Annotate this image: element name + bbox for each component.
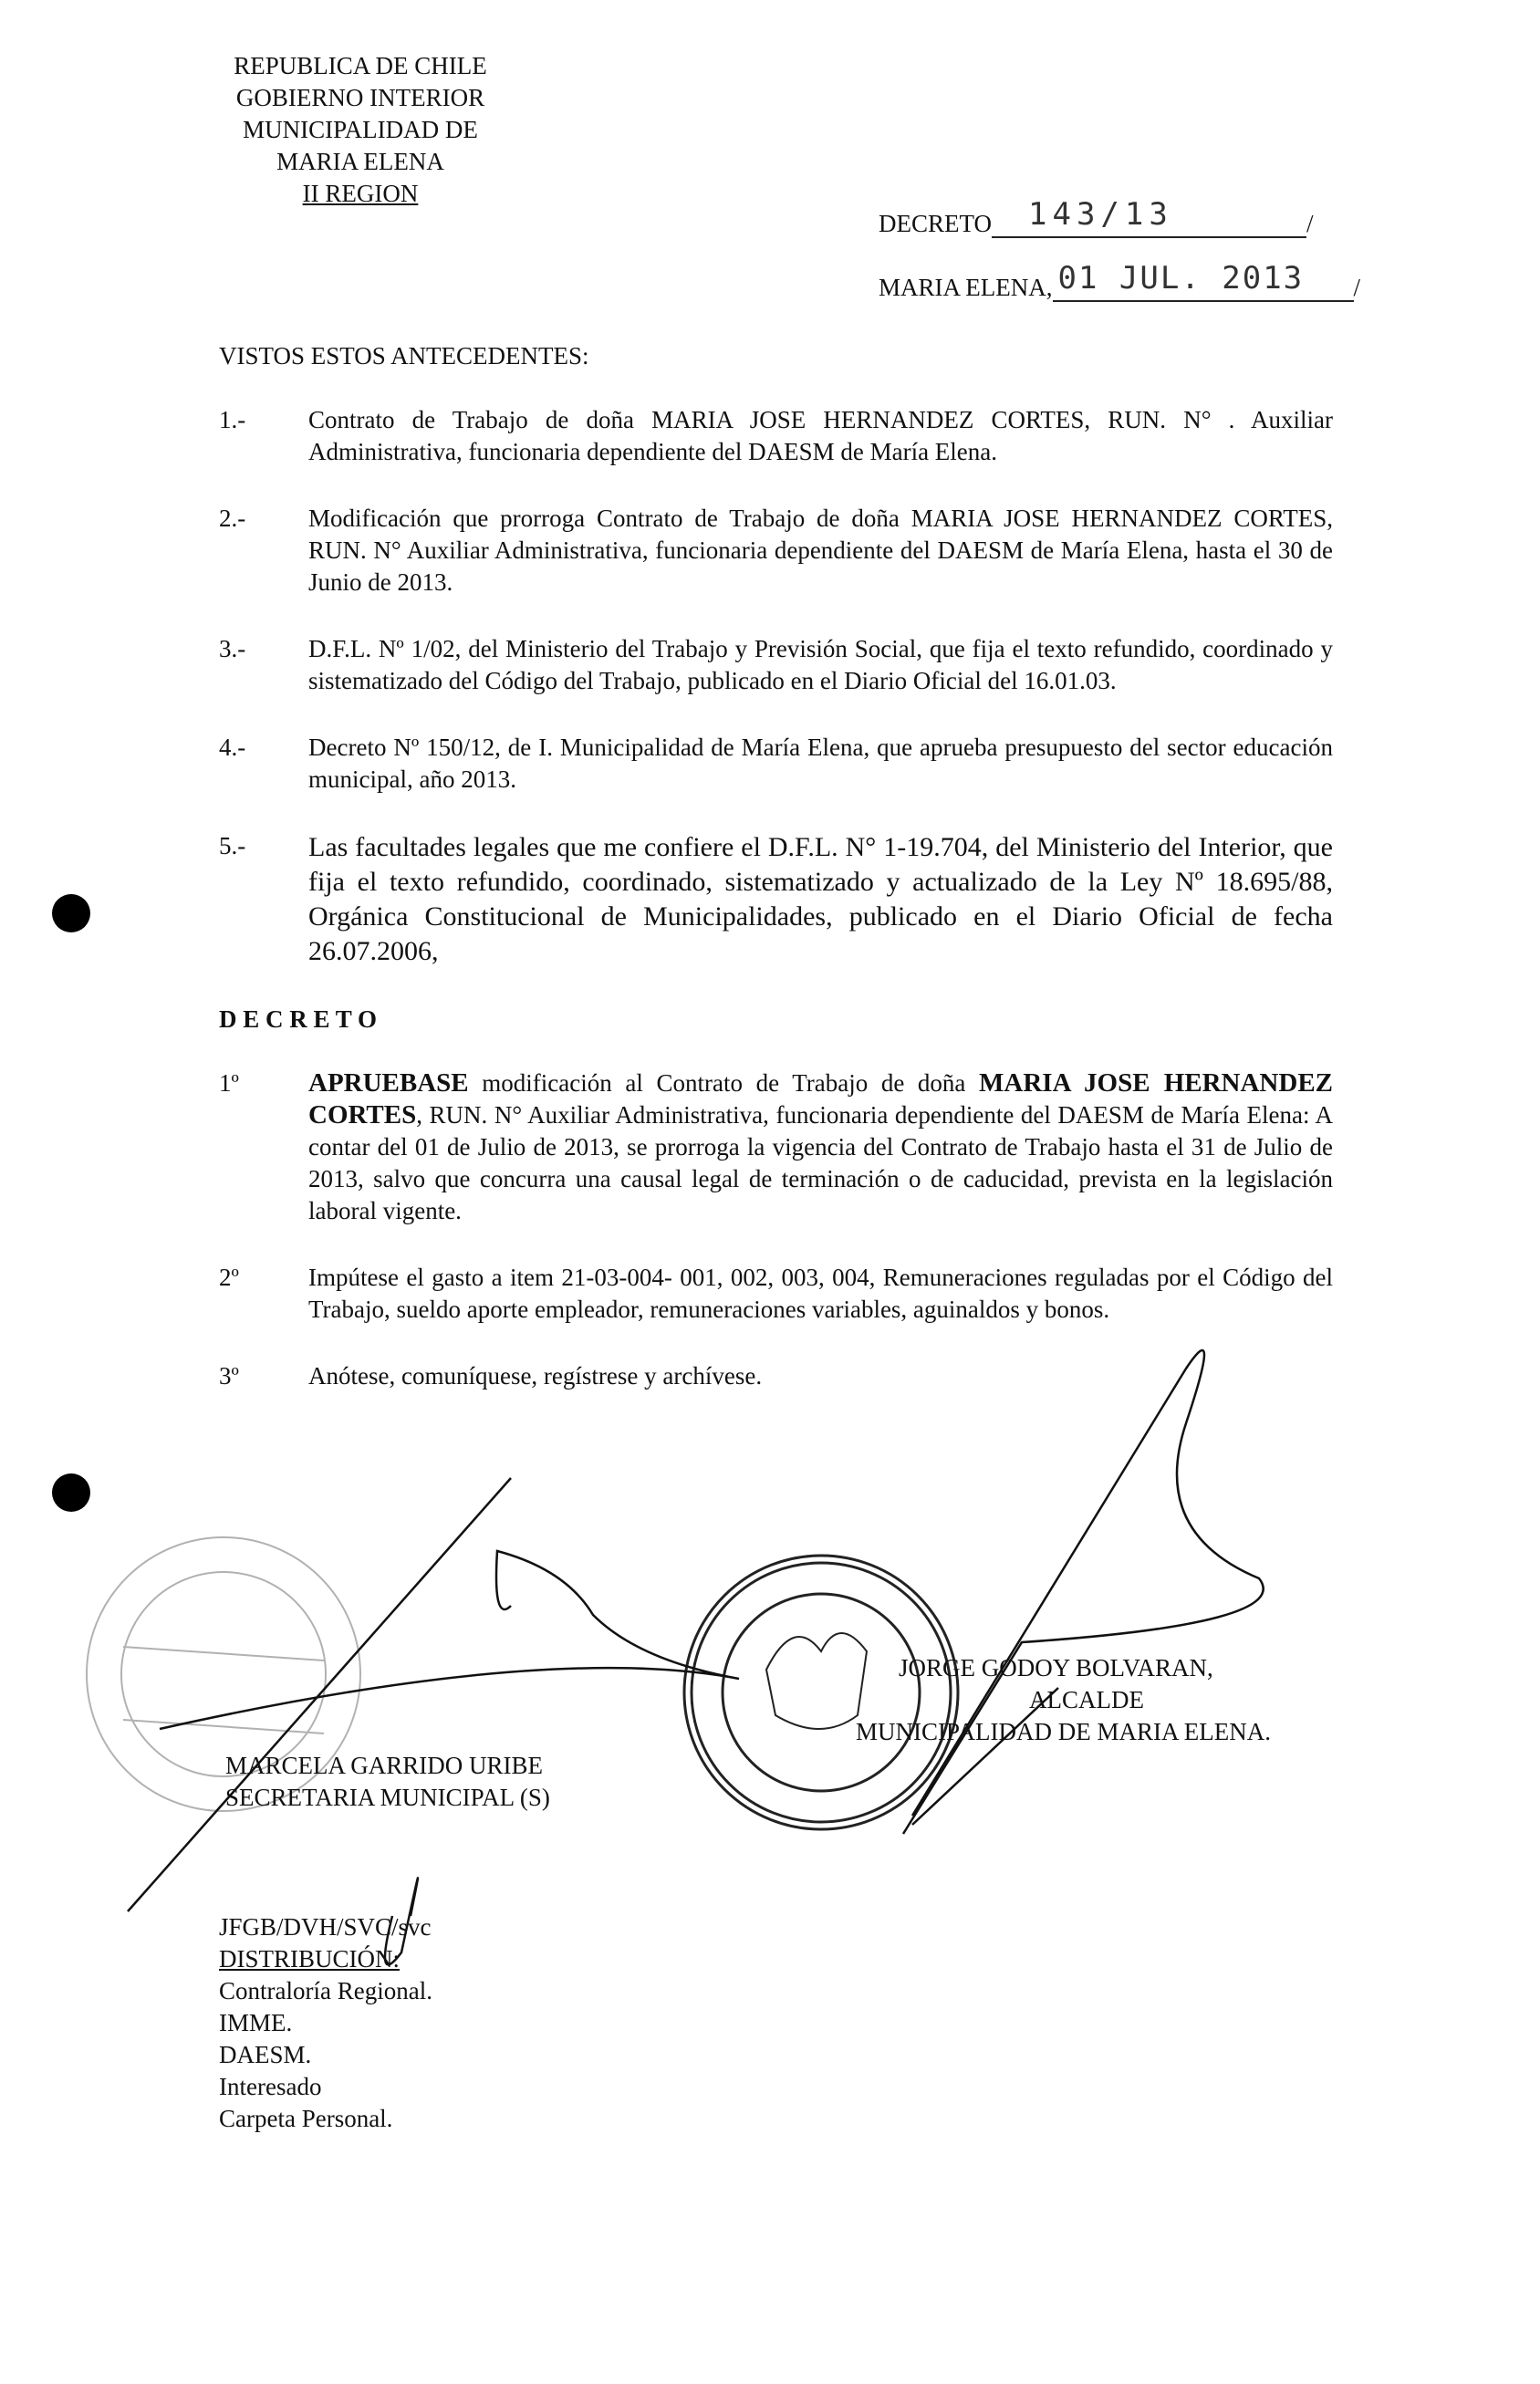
item-number: 1º [219, 1069, 239, 1097]
slash: / [1306, 210, 1314, 237]
vistos-item: Contrato de Trabajo de doña MARIA JOSE HERNANDEZ CORTES, RUN. N° . Auxiliar Administrativa, funcionaria dependiente del DAESM de María Elena. [308, 406, 1333, 465]
distribucion-item: Contraloría Regional. [219, 1977, 432, 2004]
alcalde-title: ALCALDE [1029, 1686, 1144, 1713]
decreto-title: D E C R E T O [219, 1005, 378, 1033]
distribucion-item: Interesado [219, 2073, 322, 2100]
item-number: 4.- [219, 734, 246, 761]
initials: JFGB/DVH/SVC/svc [219, 1913, 432, 1941]
vistos-item: Modificación que prorroga Contrato de Trabajo de doña MARIA JOSE HERNANDEZ CORTES, RUN. N° Auxiliar Administrativa, funcionaria dependiente del DAESM de María Elena, hasta el 30 de Junio de 2013. [308, 505, 1333, 596]
distribucion-item: DAESM. [219, 2041, 312, 2068]
alcaldia-stamp [684, 1556, 958, 1829]
decreto-item: Anótese, comuníquese, regístrese y archívese. [308, 1362, 763, 1390]
place-label: MARIA ELENA, [879, 274, 1053, 301]
distribucion-item: Carpeta Personal. [219, 2105, 393, 2132]
vistos-title: VISTOS ESTOS ANTECEDENTES: [219, 342, 589, 370]
item-number: 3º [219, 1362, 239, 1390]
bold-name: MARIA JOSE HERNANDEZ CORTES [308, 1068, 1334, 1130]
item-number: 2.- [219, 505, 246, 532]
decree-label: DECRETO [879, 210, 993, 237]
decreto-item: Impútese el gasto a item 21-03-004- 001, 002, 003, 004, Remuneraciones reguladas por el Código del Trabajo, sueldo aporte empleador, remuneraciones variables, aguinaldos y bonos. [308, 1264, 1333, 1323]
alcalde-name: JORGE GODOY BOLVARAN, [899, 1654, 1213, 1681]
distribucion-item: IMME. [219, 2009, 293, 2036]
vistos-item: Decreto Nº 150/12, de I. Municipalidad de María Elena, que aprueba presupuesto del sector educación municipal, año 2013. [308, 734, 1333, 793]
text: , RUN. N° Auxiliar Administrativa, funcionaria dependiente del DAESM de María Elena: A contar del 01 de Julio de 2013, se prorroga la vigencia del Contrato de Trabajo hasta el 31 de Julio de 2013, salvo que concurra una causal legal de terminación o de caducidad, prevista en la legislación laboral vigente. [308, 1101, 1333, 1224]
bold-lead: APRUEBASE [308, 1068, 469, 1098]
letterhead-line: II REGION [302, 180, 419, 207]
vistos-item: Las facultades legales que me confiere el D.F.L. N° 1-19.704, del Ministerio del Interior, que fija el texto refundido, coordinado, sistematizado y actualizado de la Ley Nº 18.695/88, Orgánica Constitucional de Municipalidades, publicado en el Diario Oficial de fecha 26.07.2006, [308, 832, 1333, 966]
decree-number: 143/13 [1028, 196, 1173, 233]
text: modificación al Contrato de Trabajo de doña [468, 1069, 980, 1097]
item-number: 2º [219, 1264, 239, 1291]
secretaria-title: SECRETARIA MUNICIPAL (S) [225, 1784, 550, 1811]
slash: / [1353, 274, 1361, 301]
item-number: 1.- [219, 406, 246, 433]
secretaria-name: MARCELA GARRIDO URIBE [225, 1752, 544, 1779]
distribucion-title: DISTRIBUCIÓN: [219, 1945, 401, 1973]
alcalde-org: MUNICIPALIDAD DE MARIA ELENA. [856, 1718, 1271, 1745]
letterhead-line: MUNICIPALIDAD DE [243, 116, 478, 143]
item-number: 5.- [219, 832, 246, 859]
decree-date: 01 JUL. 2013 [1057, 260, 1305, 297]
vistos-item: D.F.L. Nº 1/02, del Ministerio del Trabajo y Previsión Social, que fija el texto refundido, coordinado y sistematizado del Código del Trabajo, publicado en el Diario Oficial del 16.01.03. [308, 635, 1333, 694]
letterhead-line: GOBIERNO INTERIOR [235, 84, 485, 111]
letterhead-line: REPUBLICA DE CHILE [234, 52, 487, 79]
item-number: 3.- [219, 635, 246, 662]
letterhead-line: MARIA ELENA [276, 148, 444, 175]
